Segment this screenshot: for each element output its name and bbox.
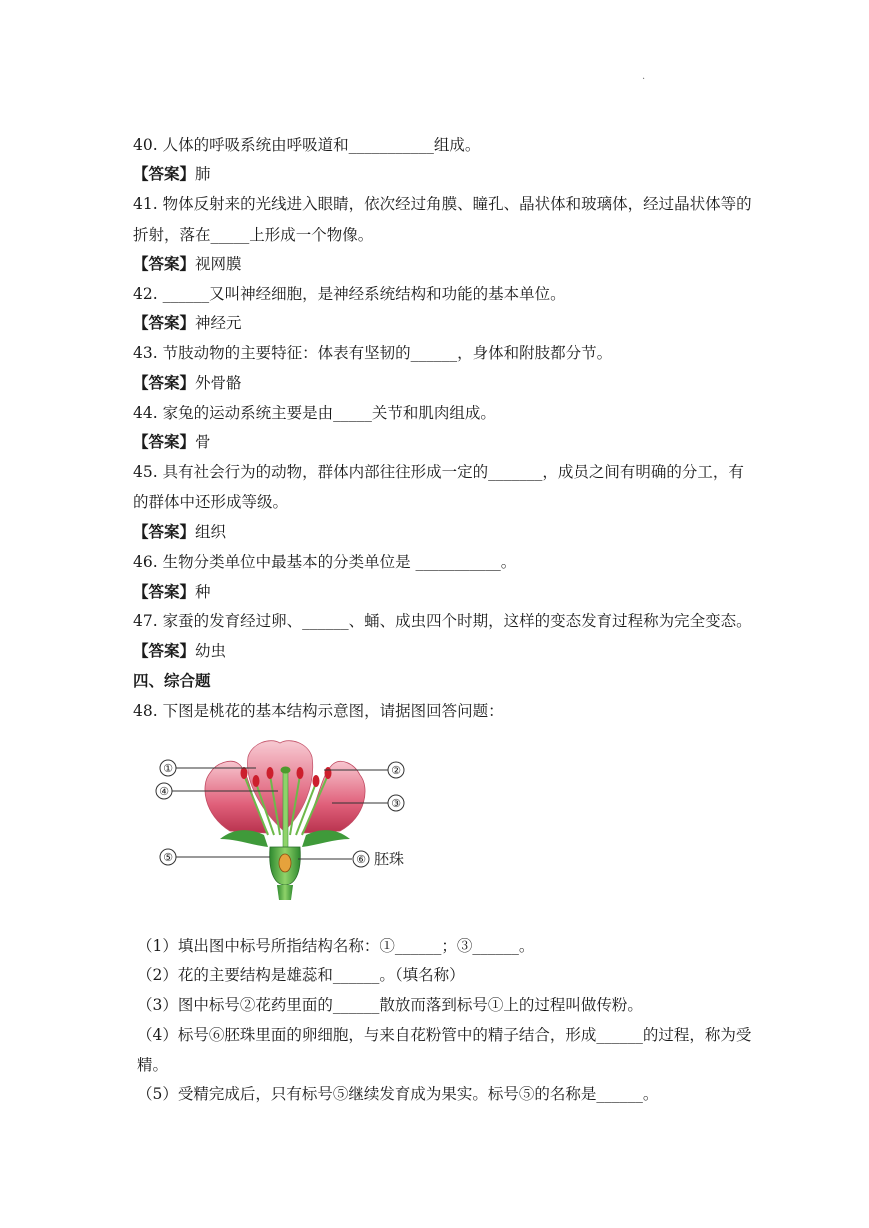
peach-flower-diagram [152, 735, 422, 900]
answer-42: 【答案】神经元 [133, 313, 242, 332]
subquestion-2: （2）花的主要结构是雄蕊和______。（填名称） [137, 966, 465, 984]
figure-label-1: ① [163, 762, 173, 775]
answer-40: 【答案】肺 [133, 164, 211, 183]
section-title: 四、综合题 [133, 672, 211, 690]
question-44: 44. 家兔的运动系统主要是由_____关节和肌肉组成。 [133, 404, 496, 422]
figure-label-4: ④ [159, 785, 169, 798]
subquestion-3: （3）图中标号②花药里面的______散放而落到标号①上的过程叫做传粉。 [137, 996, 643, 1014]
subquestion-1: （1）填出图中标号所指结构名称：①______；③______。 [137, 937, 535, 955]
subquestion-4-line2: 精。 [137, 1056, 169, 1074]
answer-44: 【答案】骨 [133, 432, 211, 451]
figure-label-3: ③ [391, 797, 401, 810]
question-46: 46. 生物分类单位中最基本的分类单位是 ___________。 [133, 553, 517, 571]
question-45-line2: 的群体中还形成等级。 [133, 493, 289, 511]
answer-46: 【答案】种 [133, 582, 211, 601]
answer-43: 【答案】外骨骼 [133, 373, 242, 392]
subquestion-4-line1: （4）标号⑥胚珠里面的卵细胞，与来自花粉管中的精子结合，形成______的过程，称为受 [137, 1026, 752, 1044]
question-42: 42. ______又叫神经细胞，是神经系统结构和功能的基本单位。 [133, 285, 566, 303]
question-41-line2: 折射，落在_____上形成一个物像。 [133, 226, 374, 244]
page-mark: · [642, 74, 646, 85]
answer-47: 【答案】幼虫 [133, 641, 227, 660]
figure-label-ovule: 胚珠 [374, 850, 405, 868]
question-40: 40. 人体的呼吸系统由呼吸道和___________组成。 [133, 136, 481, 154]
figure-label-2: ② [391, 764, 401, 777]
question-41-line1: 41. 物体反射来的光线进入眼睛，依次经过角膜、瞳孔、晶状体和玻璃体，经过晶状体等的 [133, 195, 752, 213]
question-48-stem: 48. 下图是桃花的基本结构示意图，请据图回答问题： [133, 702, 504, 720]
figure-label-6: ⑥ [356, 853, 366, 866]
answer-41: 【答案】视网膜 [133, 254, 242, 273]
question-43: 43. 节肢动物的主要特征：体表有坚韧的______，身体和附肢都分节。 [133, 344, 613, 362]
answer-45: 【答案】组织 [133, 522, 227, 541]
subquestion-5: （5）受精完成后，只有标号⑤继续发育成为果实。标号⑤的名称是______。 [137, 1085, 659, 1103]
question-47: 47. 家蚕的发育经过卵、______、蛹、成虫四个时期，这样的变态发育过程称为完全变态。 [133, 612, 752, 630]
question-45-line1: 45. 具有社会行为的动物，群体内部往往形成一定的_______，成员之间有明确的分工，有 [133, 463, 744, 481]
figure-label-5: ⑤ [163, 851, 173, 864]
